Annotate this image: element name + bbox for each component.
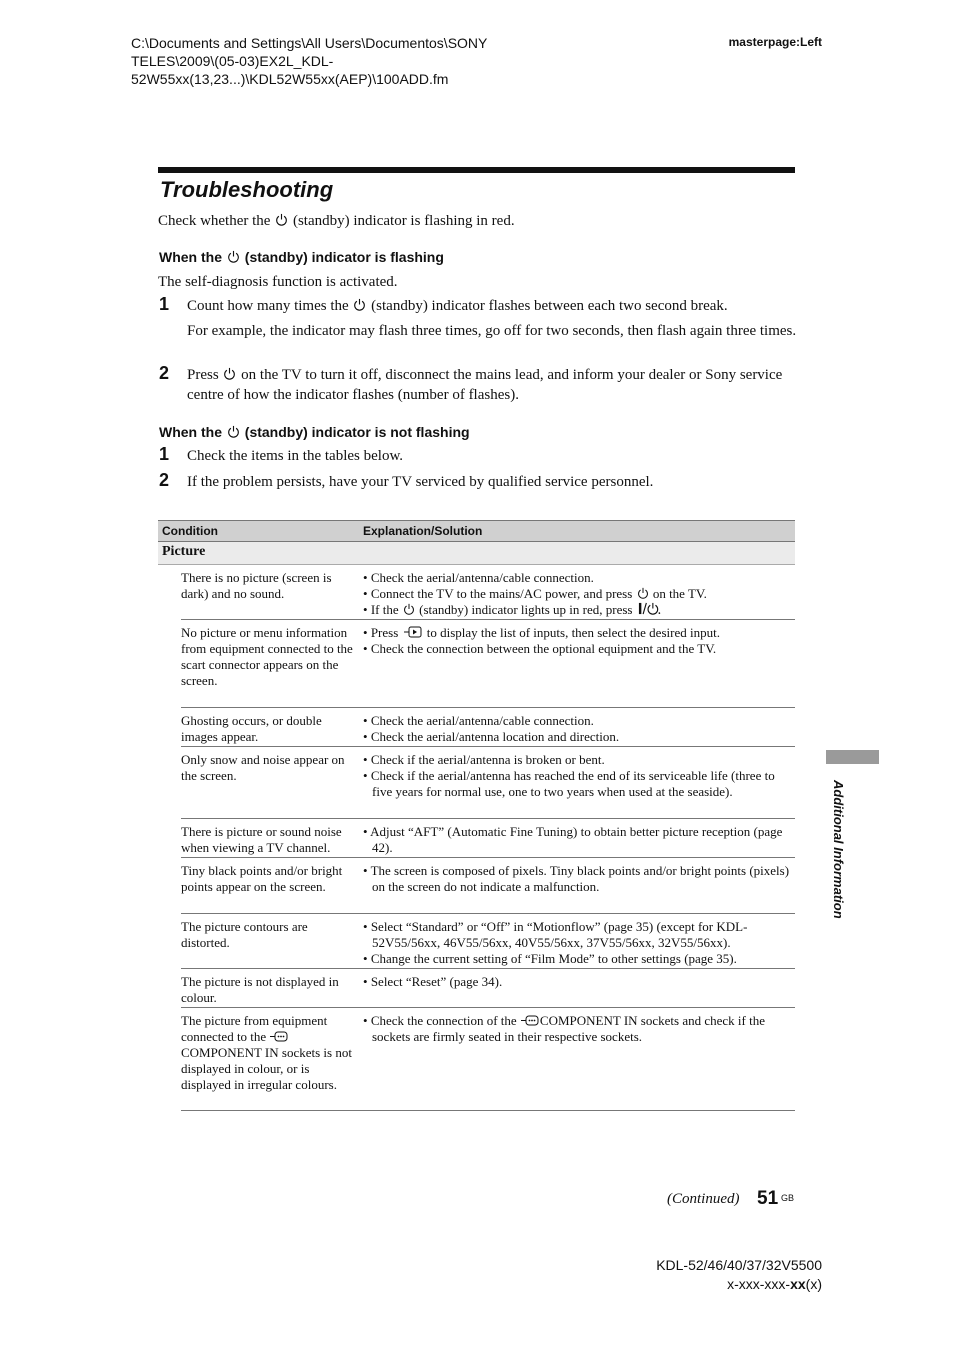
solution-cell [363, 752, 795, 800]
solution-text: Check the aerial/antenna/cable connection. [370, 713, 594, 728]
column-header-solution: Explanation/Solution [363, 524, 483, 538]
table-header [158, 520, 795, 542]
solution-item: • Check the connection of the COMPONENT IN sockets and check if the sockets are firmly seated in their respective sockets. [363, 1013, 765, 1044]
solution-item: • Check the aerial/antenna/cable connection. [363, 570, 594, 585]
self-diagnosis-text: The self-diagnosis function is activated. [158, 274, 398, 290]
file-path-line: TELES\2009\(05-03)EX2L_KDL- [131, 53, 334, 69]
component-input-icon [270, 1031, 288, 1042]
model-number: KDL-52/46/40/37/32V5500 [656, 1257, 822, 1273]
solution-text: The screen is composed of pixels. Tiny black points and/or bright points (pixels) on the screen do not indicate a malfunction. [370, 863, 790, 894]
power-icon [637, 587, 649, 599]
step-text [187, 296, 797, 316]
table-row [181, 969, 795, 1008]
file-path-line: 52W55xx(13,23...)\KDL52W55xx(AEP)\100ADD.fm [131, 71, 449, 87]
page-number: 51 [757, 1188, 779, 1209]
part-code [656, 1275, 822, 1294]
solution-text: Adjust “AFT” (Automatic Fine Tuning) to obtain better picture reception (page 42). [370, 824, 783, 855]
step-text: If the problem persists, have your TV serviced by qualified service personnel. [187, 474, 654, 490]
heading-text-after: (standby) indicator is flashing [244, 249, 444, 265]
section-heading-flashing [159, 249, 444, 265]
table-row [181, 858, 795, 914]
condition-cell: Only snow and noise appear on the screen. [181, 752, 345, 783]
solution-cell [363, 824, 795, 856]
heading-text-before: When the [159, 249, 222, 265]
solution-item: • Check the aerial/antenna/cable connection. [363, 713, 594, 728]
step-text-before: Press [187, 367, 219, 383]
solution-cell [363, 570, 795, 618]
solution-cell [363, 974, 795, 990]
solution-text: If the [370, 602, 399, 617]
power-icon [227, 250, 240, 263]
step-number: 1 [159, 294, 170, 314]
file-path-header [131, 34, 551, 88]
solution-text: Select “Reset” (page 34). [370, 974, 503, 989]
condition-cell: There is no picture (screen is dark) and no sound. [181, 570, 332, 601]
column-header-condition: Condition [162, 524, 218, 538]
masterpage-label: masterpage:Left [728, 35, 822, 49]
solution-item: • Adjust “AFT” (Automatic Fine Tuning) to obtain better picture reception (page 42). [363, 824, 783, 855]
troubleshooting-table [158, 520, 795, 1111]
title-rule [158, 167, 795, 173]
step-text [187, 365, 787, 405]
heading-text-after: (standby) indicator is not flashing [244, 424, 470, 440]
power-icon [223, 367, 236, 380]
step-number: 1 [159, 444, 170, 464]
solution-item: • Check the connection between the optional equipment and the TV. [363, 641, 717, 656]
step-example-text: For example, the indicator may flash three times, go off for two seconds, then flash again three times. [187, 323, 797, 339]
footer-model-info [656, 1256, 822, 1294]
file-path-line: C:\Documents and Settings\All Users\Documentos\SONY [131, 35, 488, 51]
solution-item: • Connect the TV to the mains/AC power, and press on the TV. [363, 586, 707, 601]
table-row [181, 708, 795, 747]
solution-text: to display the list of inputs, then select the desired input. [426, 625, 720, 640]
table-row [181, 565, 795, 620]
solution-text: Check if the aerial/antenna is broken or bent. [370, 752, 605, 767]
solution-text: (standby) indicator lights up in red, press [419, 602, 633, 617]
solution-item: • Select “Standard” or “Off” in “Motionflow” (page 35) (except for KDL-52V55/56xx, 46V55/56xx, 40V55/56xx, 37V55/56xx, 32V55/56xx). [363, 919, 748, 950]
solution-text: Select “Standard” or “Off” in “Motionflow” (page 35) (except for KDL-52V55/56xx, 46V55/56xx, 40V55/56xx, 37V55/56xx, 32V55/56xx). [370, 919, 748, 950]
solution-item: • Select “Reset” (page 34). [363, 974, 503, 989]
solution-cell [363, 863, 795, 895]
table-row [181, 1008, 795, 1111]
page-title: Troubleshooting [160, 177, 334, 202]
component-label: COMPONENT IN [539, 1013, 638, 1028]
solution-item: • Check if the aerial/antenna is broken or bent. [363, 752, 605, 767]
component-label: COMPONENT IN [181, 1045, 279, 1060]
step-text-after: (standby) indicator flashes between each two second break. [371, 298, 728, 314]
solution-text: Check the connection of the [370, 1013, 517, 1028]
part-code-bold: xx [790, 1276, 806, 1292]
table-row [181, 747, 795, 819]
solution-text: Check the aerial/antenna location and direction. [370, 729, 620, 744]
intro-text [158, 211, 515, 231]
solution-text: Press [370, 625, 399, 640]
continued-label: (Continued) [667, 1191, 740, 1207]
intro-text-after: (standby) indicator is flashing in red. [292, 213, 515, 229]
solution-text: Connect the TV to the mains/AC power, and press [370, 586, 633, 601]
solution-item: • The screen is composed of pixels. Tiny black points and/or bright points (pixels) on the screen do not indicate a malfunction. [363, 863, 790, 894]
page-number-suffix: GB [781, 1193, 795, 1203]
heading-text-before: When the [159, 424, 222, 440]
side-section-label-text: Additional Information [831, 780, 846, 919]
section-heading-not-flashing [159, 424, 470, 440]
part-code-suffix: (x) [805, 1276, 822, 1292]
solution-item: • Check the aerial/antenna location and direction. [363, 729, 620, 744]
on-standby-icon [637, 602, 665, 615]
solution-cell [363, 625, 795, 657]
power-icon [227, 425, 240, 438]
power-icon [403, 603, 415, 615]
power-icon [353, 298, 366, 311]
solution-text: sockets and check if the sockets are firmly seated in their respective sockets. [372, 1013, 765, 1044]
section-label: Picture [162, 544, 206, 559]
side-section-label [824, 780, 854, 940]
solution-cell [363, 919, 795, 967]
condition-cell: Ghosting occurs, or double images appear. [181, 713, 322, 744]
condition-cell: No picture or menu information from equipment connected to the scart connector appears on the screen. [181, 625, 353, 688]
table-section-picture [158, 542, 795, 565]
solution-cell [363, 1013, 795, 1045]
section-thumb-tab [826, 750, 879, 764]
condition-text: sockets is not displayed in colour, or is displayed in irregular colours. [181, 1045, 352, 1092]
step-text-after: on the TV to turn it off, disconnect the mains lead, and inform your dealer or Sony service centre of how the indicator flashes (number of flashes). [187, 367, 783, 403]
solution-item: • Press to display the list of inputs, then select the desired input. [363, 625, 720, 640]
table-row [181, 620, 795, 708]
condition-cell: The picture is not displayed in colour. [181, 974, 339, 1005]
condition-text: The picture from equipment connected to the [181, 1013, 328, 1044]
step-text: Check the items in the tables below. [187, 448, 404, 464]
solution-item: • Check if the aerial/antenna has reached the end of its serviceable life (three to five years for normal use, one to two years when used at the seaside). [363, 768, 775, 799]
solution-text: on the TV. [652, 586, 707, 601]
solution-text: Check if the aerial/antenna has reached the end of its serviceable life (three to five years for normal use, one to two years when used at the seaside). [370, 768, 775, 799]
component-input-icon [521, 1015, 539, 1026]
solution-item: • Change the current setting of “Film Mode” to other settings (page 35). [363, 951, 737, 966]
part-code-prefix: x-xxx-xxx- [727, 1276, 791, 1292]
condition-cell: The picture contours are distorted. [181, 919, 308, 950]
solution-text: Change the current setting of “Film Mode” to other settings (page 35). [370, 951, 737, 966]
input-icon [403, 626, 423, 638]
solution-item: • If the (standby) indicator lights up in red, press [363, 602, 795, 618]
condition-cell [181, 1013, 359, 1093]
solution-text: Check the connection between the optional equipment and the TV. [370, 641, 717, 656]
condition-cell: There is picture or sound noise when viewing a TV channel. [181, 824, 342, 855]
condition-cell: Tiny black points and/or bright points appear on the screen. [181, 863, 343, 894]
step-number: 2 [159, 363, 170, 383]
table-row [181, 914, 795, 969]
power-icon [275, 213, 288, 226]
table-row [181, 819, 795, 858]
solution-text: Check the aerial/antenna/cable connection. [370, 570, 594, 585]
intro-text-before: Check whether the [158, 213, 271, 229]
step-text-before: Count how many times the [187, 298, 349, 314]
solution-cell [363, 713, 795, 745]
step-number: 2 [159, 470, 170, 490]
